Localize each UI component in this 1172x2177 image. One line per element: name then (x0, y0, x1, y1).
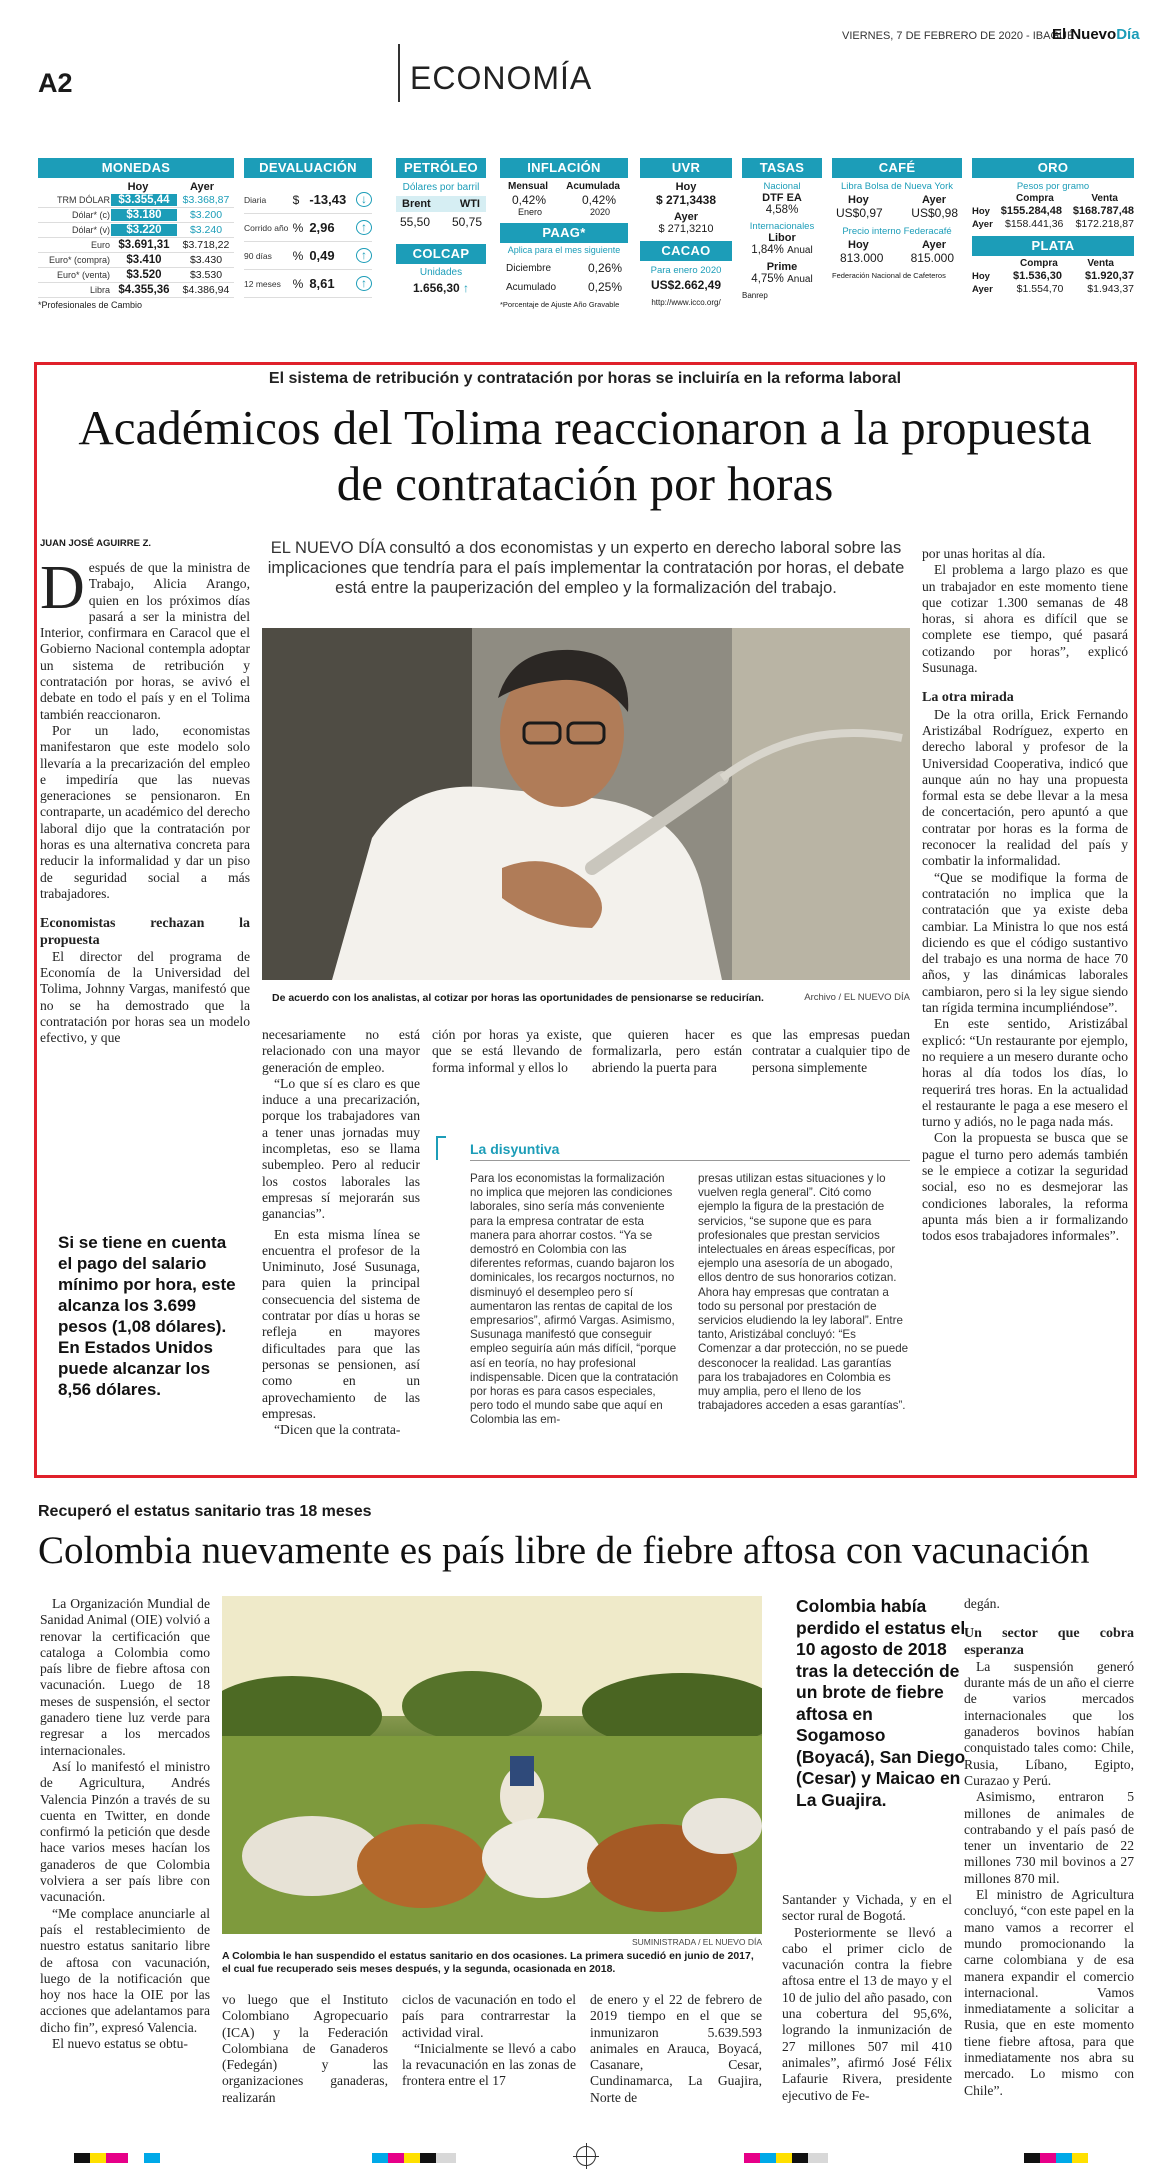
article2-col3 (402, 1992, 576, 2090)
paag-r2-value: 0,25% (587, 280, 622, 294)
colcap-sub: Unidades (419, 267, 463, 278)
article1-box-col1: Para los economistas la formalización no implica que mejoren las condiciones laborales, sino sería más conveniente para la empresa contratar de esta manera para ahorrar costos. “Ya se demostró en Colombia con las diferentes reformas, cuando bajaron los dominicales, los recargos nocturnos, no disminuyó el desempleo pero sí aumentaron las rentas de capital de los empresarios”, afirmó Vargas. Asimismo, Susunaga manifestó que conseguir empleo seguiría aún más difícil, “porque así en teoría, no hay profesional indispensable. Dicen que la contratación por horas es para casos especiales, pero todo el mundo sabe que aquí en Colombia las em- (470, 1172, 679, 1427)
article2-callout: Colombia había perdido el estatus el 10 agosto de 2018 tras la detección de un brote de fiebre aftosa en Sogamoso (Boyacá), San Diego (Cesar) y Maicao en La Guajira. (796, 1596, 966, 1810)
article1-photo-caption: De acuerdo con los analistas, al cotizar por horas las oportunidades de pensionarse se reducirían. (272, 992, 764, 1004)
article1-photo-credit: Archivo / EL NUEVO DÍA (804, 992, 910, 1003)
plata-hoy: Hoy (972, 270, 990, 282)
article2-col6 (964, 1596, 1134, 2099)
wti-value: 50,75 (451, 215, 482, 229)
article1-col2-p1: necesariamente no está relacionado con una mayor generación de empleo. (262, 1027, 420, 1075)
devaluacion-unit: % (292, 220, 304, 235)
plata-hoy-compra: $1.536,30 (1013, 270, 1062, 282)
tasas-src: Banrep (742, 291, 768, 300)
monedas-row (38, 193, 234, 208)
plata-compra: Compra (1020, 258, 1058, 269)
devaluacion-value: 8,61 (309, 276, 335, 291)
inflacion-title: INFLACIÓN (500, 158, 628, 178)
article2-col3-p2: “Inicialmente se llevó a cabo la revacunación en las zonas de frontera entre el 17 (402, 2040, 576, 2089)
plata-ayer-compra: $1.554,70 (1016, 283, 1064, 295)
tasas-nacional: Nacional (763, 181, 801, 192)
uvr-hoy-value: $ 271,3438 (655, 193, 717, 207)
paag-r2-label: Acumulado (506, 281, 557, 293)
registration-bar-left (74, 2153, 160, 2163)
monedas-row (38, 268, 234, 283)
devaluacion-row (244, 242, 372, 270)
devaluacion-label: 12 meses (244, 278, 281, 289)
article2-col6-p2: La suspensión generó durante más de un año el cierre de varios mercados internacionales que los ganaderos bovinos habían conquistado tales como: Chile, Rusia, Líbano, Egipto, Curazao y Perú. (964, 1658, 1134, 1788)
monedas-row-ayer: $3.200 (189, 209, 223, 221)
inflacion-acumulada-sub: 2020 (589, 207, 610, 217)
oro-ayer-compra: $158.441,36 (1004, 218, 1064, 230)
monedas-row (38, 223, 234, 238)
article1-col1-p3: El director del programa de Economía de la Universidad del Tolima, Johnny Vargas, manifestó que no se ha demostrado que la contratación por horas sea un modelo efectivo, y que (40, 948, 250, 1046)
article2-col6-p1: degán. (964, 1596, 1000, 1611)
article2-col6-p4: El ministro de Agricultura concluyó, “con este papel en la mano vamos a recorrer el mundo promocionando la carne colombiana y de esa manera expandir el comercio internacional. Vamos inmediatamente a solicitar a Rusia, que en este momento tiene fiebre aftosa, para que inmediatamente nos abra su mercado. Lo mismo con Chile”. (964, 1887, 1134, 2098)
devaluacion-value: 2,96 (309, 220, 335, 235)
article2-col1-p1: La Organización Mundial de Sanidad Animal (OIE) volvió a renovar la certificación que cataloga a Colombia como país libre de fiebre aftosa con vacunación. Luego de 18 meses de suspensión, el sector ganadero tiene luz verde para regresar a los mercados internacionales. (40, 1596, 210, 1758)
article1-col1-p2: Por un lado, economistas manifestaron que este modelo solo llevaría a la precarización del empleo e impediría que las nuevas generaciones se pensionaron. En contraparte, un académico del derecho laboral dijo que la contratación por horas es una alternativa concreta para reducir la informalidad y dar un piso de seguridad social a más trabajadores. (40, 722, 250, 901)
section-divider (398, 44, 400, 102)
paag-sub: Aplica para el mes siguiente (507, 245, 621, 255)
inflacion-acumulada-value: 0,42% (581, 193, 616, 207)
oro-hoy: Hoy (972, 205, 990, 217)
arrow-up-icon: ↑ (463, 281, 470, 295)
monedas-row-label: Euro* (compra) (48, 255, 110, 265)
article2-kicker: Recuperó el estatus sanitario tras 18 meses (38, 1503, 372, 1520)
article1-col2-p3: En esta misma línea se encuentra el profesor de la Uniminuto, José Susunaga, para quien la principal consecuencia del sistema de contratar por días u horas se refleja en mayores dificultades para que las personas se pensionen, así como en un aprovechamiento de las empresas. (262, 1226, 420, 1421)
registration-bar-mid-left (372, 2153, 456, 2163)
monedas-row-ayer: $3.368,87 (182, 194, 230, 206)
article1-col5-p1: que las empresas puedan contratar a cualquier tipo de persona simplemente (752, 1027, 910, 1075)
cacao-value: US$2.662,49 (650, 278, 722, 292)
petroleo-title: PETRÓLEO (396, 158, 486, 178)
article2-col5-p1: Santander y Vichada, y en el sector rural de Bogotá. (782, 1892, 952, 1924)
article2-col2-p1: vo luego que el Instituto Colombiano Agropecuario (ICA) y la Federación Colombiana de Ganaderos (Fedegán) y las organizaciones ganaderas, realizarán (222, 1992, 388, 2105)
plata-hoy-venta: $1.920,37 (1085, 270, 1134, 282)
article2-col6-p3: Asimismo, entraron 5 millones de animales de contrabando y el país pasó de tener un inventario de 22 millones 730 mil bovinos a 27 millones 870 mil. (964, 1789, 1134, 1886)
monedas-row-hoy: $3.180 (111, 209, 177, 221)
devaluacion-title: DEVALUACIÓN (244, 158, 372, 178)
cacao-title: CACAO (640, 241, 732, 261)
oro-venta: Venta (1091, 193, 1118, 204)
plata-ayer-venta: $1.943,37 (1087, 283, 1134, 295)
devaluacion-unit: % (292, 276, 304, 291)
article1-byline: JUAN JOSÉ AGUIRRE Z. (40, 538, 152, 549)
devaluacion-row (244, 186, 372, 214)
article1-col2 (262, 1027, 420, 1438)
plata-ayer: Ayer (972, 283, 993, 295)
article1-col6 (922, 546, 1128, 1244)
box-bracket (436, 1136, 446, 1160)
cafe-hoy-label: Hoy (848, 194, 869, 206)
arrow-up-icon: ↑ (356, 276, 372, 291)
inflacion-box (500, 158, 628, 309)
brent-label: Brent (402, 198, 431, 210)
cafe-hoy-1: US$0,97 (836, 206, 883, 220)
cacao-src: http://www.icco.org/ (651, 298, 721, 307)
article2-headline: Colombia nuevamente es país libre de fiebre aftosa con vacunación (38, 1529, 1090, 1572)
monedas-note: *Profesionales de Cambio (38, 300, 143, 310)
colcap-title: COLCAP (396, 244, 486, 264)
registration-bar-right (1024, 2153, 1104, 2163)
uvr-ayer-label: Ayer (673, 211, 699, 223)
monedas-row-ayer: $4.386,94 (182, 284, 230, 296)
inflacion-mensual-value: 0,42% (512, 193, 547, 207)
article1-col4 (592, 1027, 742, 1076)
oro-hoy-compra: $155.284,48 (1000, 205, 1062, 217)
prime-unit: Anual (787, 274, 813, 285)
monedas-row (38, 283, 234, 298)
dtf-label: DTF EA (762, 192, 802, 204)
monedas-row-ayer: $3.530 (189, 269, 223, 281)
monedas-box (38, 158, 234, 310)
uvr-ayer-value: $ 271,3210 (658, 223, 714, 235)
article1-subhead1: Economistas rechazan la propuesta (40, 916, 250, 948)
monedas-ayer: Ayer (189, 181, 215, 193)
cafe-title: CAFÉ (832, 158, 962, 178)
article2-col3-p1: ciclos de vacunación en todo el país para contrarrestar la actividad viral. (402, 1992, 576, 2040)
oro-box (972, 158, 1134, 295)
article1-headline: Académicos del Tolima reaccionaron a la propuesta de contratación por horas (78, 400, 1092, 511)
inflacion-mensual-sub: Enero (518, 207, 543, 217)
arrow-down-icon: ↓ (356, 192, 372, 207)
worker-photo-illustration (262, 628, 910, 980)
monedas-row-label: Dólar* (c) (71, 210, 110, 220)
article1-subhead2: La otra mirada (922, 690, 1014, 706)
article1-col6-p3: De la otra orilla, Erick Fernando Aristizábal Rodríguez, experto en derecho laboral y profesor de la Universidad Cooperativa, indicó que aunque aún no hay una propuesta formal esta se debe llevar a la mesa de concertación, pero apuntó a que contratar por horas es la forma de reconocer la realidad del país y combatir la informalidad. (922, 706, 1128, 869)
article1-col3-p1: ción por horas ya existe, que se está llevando de forma informal y ellos lo (432, 1027, 582, 1075)
article2-photo-credit: SUMINISTRADA / EL NUEVO DÍA (631, 1937, 762, 1947)
article1-col6-p2: El problema a largo plazo es que un trabajador en este momento tiene que cotizar 1.300 semanas de 48 horas, si ahora es difícil que se complete ese tiempo, qué pasará cotizando por horas”, explicó Susunaga. (922, 562, 1128, 676)
monedas-row-label: TRM DÓLAR (56, 195, 110, 205)
oro-ayer: Ayer (972, 218, 993, 230)
devaluacion-unit: $ (292, 192, 300, 207)
oro-hoy-venta: $168.787,48 (1072, 205, 1134, 217)
monedas-row-hoy: $3.220 (111, 224, 177, 236)
devaluacion-row (244, 270, 372, 298)
article2-col2 (222, 1992, 388, 2106)
article1-lead: EL NUEVO DÍA consultó a dos economistas y un experto en derecho laboral sobre las implicaciones que tendría para el país implementar la contratación por horas, el debate está entre la pauperización del empleo y la formalización del trabajo. (267, 539, 905, 597)
cattle-photo-illustration (222, 1596, 762, 1934)
article1-col1 (40, 554, 250, 1047)
paag-title: PAAG* (500, 223, 628, 243)
petroleo-sub: Dólares por barril (402, 182, 480, 193)
article2-col1 (40, 1596, 210, 2052)
brand-logo: El NuevoDía (1052, 26, 1140, 43)
libor-value: 1,84% (751, 244, 784, 256)
article1-photo (262, 628, 910, 980)
monedas-row-label: Libra (89, 285, 110, 295)
monedas-row (38, 238, 234, 253)
monedas-row-ayer: $3.430 (189, 254, 223, 266)
devaluacion-value: -13,43 (309, 192, 347, 207)
oro-ayer-venta: $172.218,87 (1075, 218, 1134, 230)
uvr-box (640, 158, 732, 307)
monedas-title: MONEDAS (38, 158, 234, 178)
cafe-box (832, 158, 962, 280)
article2-photo-caption: A Colombia le han suspendido el estatus sanitario en dos ocasiones. La primera sucedió en junio de 2017, el cual fue recuperado seis meses después, y la segunda, ocasionada en 2018. (222, 1950, 754, 1975)
oro-title: ORO (972, 158, 1134, 178)
devaluacion-label: Corrido año (244, 222, 289, 233)
devaluacion-unit: % (292, 248, 304, 263)
article1-col6-p6: Con la propuesta se busca que se pague el turno pero además también se le empiece a cotizar la seguridad social, eso no es desmejorar las condiciones laborales, la reforma apunta más bien a ir formalizando todos esos trabajadores informales”. (922, 1130, 1128, 1244)
devaluacion-row (244, 214, 372, 242)
box-rule (470, 1160, 910, 1161)
tasas-box (742, 158, 822, 300)
paag-r1-label: Diciembre (506, 262, 552, 274)
article2-col4 (590, 1992, 762, 2106)
arrow-up-icon: ↑ (356, 248, 372, 263)
monedas-row (38, 253, 234, 268)
inflacion-acumulada-label: Acumulada (566, 181, 620, 192)
article2-col1-p3: “Me complace anunciarle al país el restablecimiento de nuestro estatus sanitario libre de aftosa con vacunación, luego de la notificación que hoy nos hace la OIE por las acciones que adelantamos para dicho fin”, expresó Valencia. (40, 1905, 210, 2035)
monedas-row-hoy: $3.520 (126, 269, 162, 281)
oro-compra: Compra (1016, 193, 1054, 204)
devaluacion-box (244, 158, 372, 298)
article2-col1-p4: El nuevo estatus se obtu- (52, 2036, 188, 2052)
plata-venta: Venta (1087, 258, 1114, 269)
uvr-title: UVR (640, 158, 732, 178)
article1-col3 (432, 1027, 582, 1076)
libor-label: Libor (768, 232, 796, 244)
cafe-hoy-label-2: Hoy (848, 239, 869, 251)
monedas-row-label: Dólar* (v) (71, 225, 110, 235)
cacao-sub: Para enero 2020 (650, 265, 722, 276)
libor-unit: Anual (787, 245, 813, 256)
cafe-ayer-2: 815.000 (910, 251, 954, 265)
paag-r1-value: 0,26% (587, 261, 622, 275)
monedas-row-label: Euro* (venta) (56, 270, 110, 280)
article1-col2-p4: “Dicen que la contrata- (274, 1422, 401, 1438)
inflacion-mensual-label: Mensual (508, 181, 549, 192)
article1-col5 (752, 1027, 910, 1076)
tasas-title: TASAS (742, 158, 822, 178)
prime-value: 4,75% (751, 273, 784, 285)
colcap-value: 1.656,30 (412, 281, 460, 295)
cafe-ayer-label: Ayer (921, 194, 946, 206)
arrow-up-icon: ↑ (356, 220, 372, 235)
article2-col5 (782, 1892, 952, 2104)
article1-col4-p1: que quieren hacer es formalizarla, pero están abriendo la puerta para (592, 1027, 742, 1075)
dtf-value: 4,58% (765, 204, 799, 216)
devaluacion-value: 0,49 (309, 248, 335, 263)
article1-dropcap: D (40, 554, 85, 622)
article1-col6-p5: En este sentido, Aristizábal explicó: “Un restaurante por ejemplo, no requiere a un mesero durante ocho horas al día todos los días, lo requerirá tres horas. En la actualidad el restaurante le paga a ese mesero el turno y adiós, no le paga nada más. (922, 1016, 1128, 1130)
issue-date: VIERNES, 7 DE FEBRERO DE 2020 - IBAGUÉ (842, 30, 1075, 42)
article2-col4-p1: de enero y el 22 de febrero de 2019 tiempo en el que se inmunizaron 5.639.593 animales en Arauca, Boyacá, Casanare, Cesar, Cundinamarca, La Guajira, Norte de (590, 1992, 762, 2105)
article1-callout: Si se tiene en cuenta el pago del salario mínimo por hora, este alcanza los 3.699 pesos (1,08 dólares). En Estados Unidos puede alcanzar los 8,56 dólares. (58, 1233, 236, 1399)
cafe-sub2: Precio interno Federacafé (842, 226, 952, 237)
oro-sub: Pesos por gramo (1016, 181, 1090, 192)
article1-col6-p1: por unas horitas al día. (922, 546, 1046, 561)
article2-photo (222, 1596, 762, 1934)
article1-col6-p4: “Que se modifique la forma de contratación no implica que la contratación que ya existe deba cambiar. La Ministra lo que nos está diciendo es que el código sustantivo del trabajo es una norma de hace 70 años, y las dinámicas laborales cambiaron, pero si la ley sigue siendo tan rígida termina incumpliéndose”. (922, 869, 1128, 1016)
article1-box-title: La disyuntiva (470, 1141, 560, 1157)
tasas-internacionales: Internacionales (749, 221, 815, 232)
monedas-row-ayer: $3.240 (189, 224, 223, 236)
article1-col2-p2: “Lo que sí es claro es que induce a una precarización, porque los trabajadores van a tener unas jornadas muy incompletas, eso se llama subempleo. Pero al reducir los costos laborales las empresas sí mejorarán sus ganancias”. (262, 1075, 420, 1222)
registration-mark-icon (576, 2146, 596, 2166)
registration-bar-mid-right (744, 2153, 828, 2163)
article1-kicker: El sistema de retribución y contratación por horas se incluiría en la reforma laboral (268, 370, 902, 387)
monedas-row-hoy: $3.355,44 (111, 194, 177, 206)
uvr-hoy-label: Hoy (675, 181, 697, 193)
wti-label: WTI (459, 198, 480, 210)
cafe-sub1: Libra Bolsa de Nueva York (841, 181, 953, 192)
cafe-hoy-2: 813.000 (840, 251, 884, 265)
brent-value: 55,50 (400, 215, 431, 229)
devaluacion-label: 90 días (244, 250, 272, 261)
monedas-row-hoy: $3.691,31 (118, 239, 170, 251)
petroleo-box (396, 158, 486, 295)
cafe-src: Federación Nacional de Cafeteros (832, 271, 946, 280)
article1-box-col2: presas utilizan estas situaciones y lo vuelven regla general”. Citó como ejemplo la figura de la prestación de servicios, “se supone que es para profesionales que prestan servicios intelectuales en áreas específicas, por ejemplo una asesoría de un abogado, ellos dentro de sus honorarios cotizan. Ahora hay empresas que contratan a todo su personal por prestación de servicios eludiendo la ley laboral”. Entre tanto, Aristizábal concluyó: “Es Comenzar a dar protección, no se puede desconocer la realidad. Las garantías para los trabajadores en Colombia es muy amplia, pero el lleno de los trabajadores acceden a esas garantías”. (698, 1172, 909, 1413)
monedas-hoy: Hoy (127, 181, 149, 193)
article2-col1-p2: Así lo manifestó el ministro de Agricultura, Andrés Valencia Pinzón a través de su cuenta en Twitter, en donde confirmó la petición que desde hace varios meses hacían los ganaderos de que Colombia volviera a ser país libre con vacunación. (40, 1758, 210, 1905)
monedas-row (38, 208, 234, 223)
monedas-row-label: Euro (90, 240, 110, 250)
prime-label: Prime (766, 261, 798, 273)
page-number: A2 (38, 68, 73, 98)
article2-subhead: Un sector que cobra esperanza (964, 1626, 1134, 1658)
plata-title: PLATA (972, 236, 1134, 256)
devaluacion-label: Diaria (244, 194, 267, 205)
cafe-ayer-label-2: Ayer (921, 239, 946, 251)
article1-col1-p1: espués de que la ministra de Trabajo, Alicia Arango, quien en los próximos días pasará a ser la ministra del Interior, confirmara en Caracol que el Gobierno Nacional contempla adoptar un sistema de retribución y contratación por horas, se avivó el debate en todo el país y en el Tolima también reaccionaron. (40, 560, 250, 722)
article2-col5-p2: Posteriormente se llevó a cabo el primer ciclo de vacunación contra la fiebre aftosa entre el 13 de mayo y el 10 de julio del año pasado, con una cobertura del 95,6%, logrando la inmunización de 27 millones 507 mil 410 animales”, afirmó José Félix Lafaurie Rivera, presidente ejecutivo de Fe- (782, 1924, 952, 2103)
section-title: ECONOMÍA (410, 60, 593, 96)
cafe-ayer-1: US$0,98 (911, 206, 958, 220)
paag-note: *Porcentaje de Ajuste Año Gravable (500, 300, 620, 309)
monedas-row-hoy: $4.355,36 (118, 284, 170, 296)
monedas-row-hoy: $3.410 (126, 254, 162, 266)
monedas-row-ayer: $3.718,22 (182, 239, 230, 251)
